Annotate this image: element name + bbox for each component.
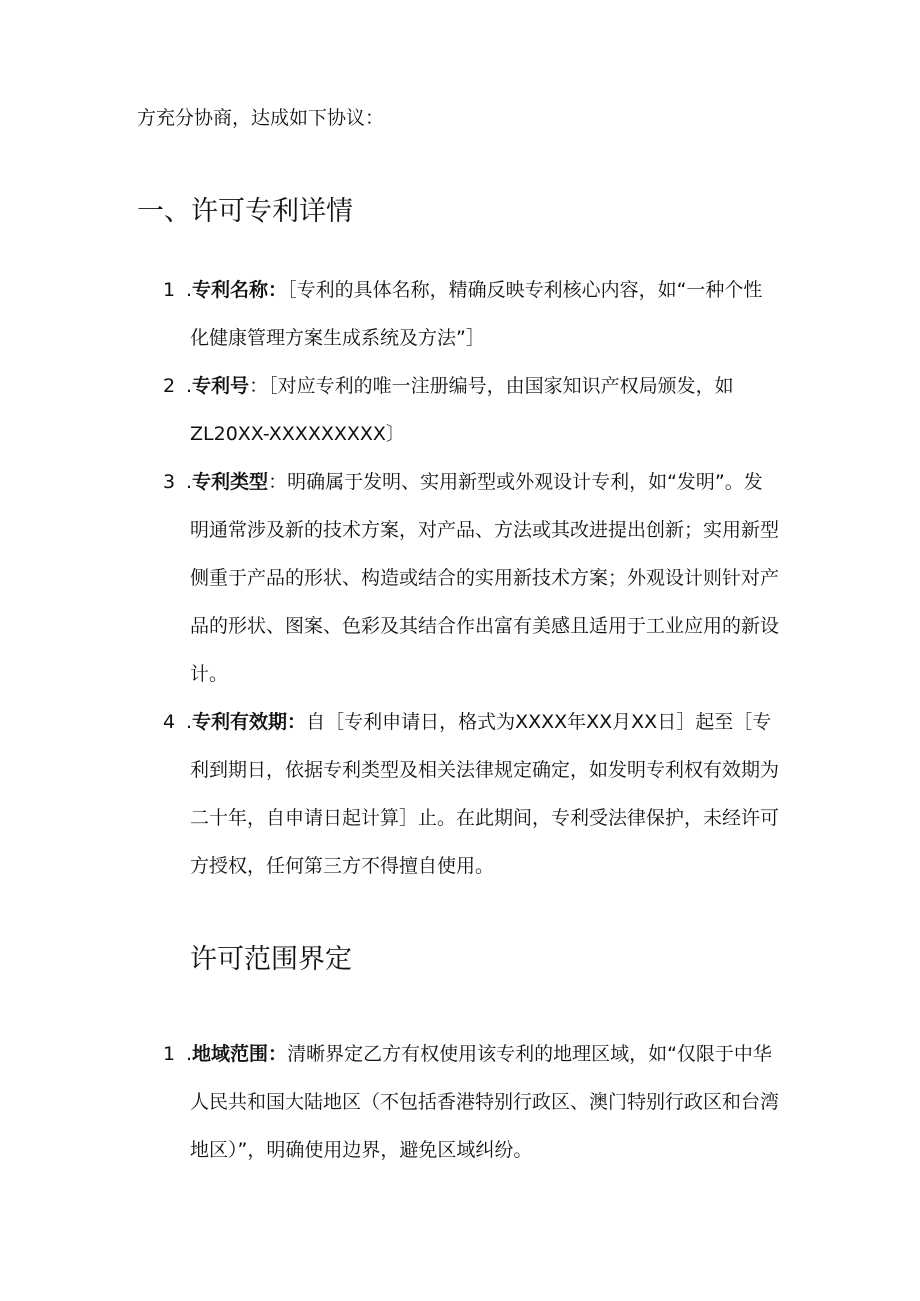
item-text: .专利号：［对应专利的唯一注册编号，由国家知识产权局颁发，如ZL20XX-XXXXXXXXX〕 (186, 375, 734, 445)
item-body: ［专利的具体名称，精确反映专利核心内容，如“一种个性化健康管理方案生成系统及方法”］ (190, 279, 763, 349)
section-heading-license-scope: 许可范围界定 (190, 944, 352, 975)
item-label: 地域范围： (192, 1043, 288, 1065)
item-body: ：明确属于发明、实用新型或外观设计专利，如“发明”。发明通常涉及新的技术方案，对产品、方法或其改进提出创新；实用新型侧重于产品的形状、构造或结合的实用新技术方案；外观设计则针对产品的形状、图案、色彩及其结合作出富有美感且适用于工业应用的新设计。 (190, 471, 780, 685)
item-number: 1 (163, 279, 176, 301)
item-text: .地域范围：清晰界定乙方有权使用该专利的地理区域，如“仅限于中华人民共和国大陆地区（不包括香港特别行政区、澳门特别行政区和台湾地区）”，明确使用边界，避免区域纠纷。 (186, 1043, 780, 1161)
item-number: 2 (163, 375, 176, 397)
item-label: 专利类型 (192, 471, 269, 493)
section-heading-patent-details: 一、许可专利详情 (137, 196, 353, 227)
item-text: .专利名称：［专利的具体名称，精确反映专利核心内容，如“一种个性化健康管理方案生成系统及方法”］ (186, 279, 763, 349)
item-number: 4 (163, 711, 176, 733)
item-number: 3 (163, 471, 176, 493)
item-body: 清晰界定乙方有权使用该专利的地理区域，如“仅限于中华人民共和国大陆地区（不包括香港特别行政区、澳门特别行政区和台湾地区）”，明确使用边界，避免区域纠纷。 (190, 1043, 780, 1161)
intro-text: 方充分协商，达成如下协议： (137, 107, 385, 129)
item-label: 专利号 (192, 375, 250, 397)
item-text: .专利类型：明确属于发明、实用新型或外观设计专利，如“发明”。发明通常涉及新的技术方案，对产品、方法或其改进提出创新；实用新型侧重于产品的形状、构造或结合的实用新技术方案；外观设计则针对产品的形状、图案、色彩及其结合作出富有美感且适用于工业应用的新设计。 (186, 471, 780, 685)
item-label: 专利有效期： (192, 711, 307, 733)
item-number: 1 (163, 1043, 176, 1065)
item-label: 专利名称： (192, 279, 288, 301)
item-body: ：［对应专利的唯一注册编号，由国家知识产权局颁发，如ZL20XX-XXXXXXXXX〕 (190, 375, 734, 445)
item-text: .专利有效期：自［专利申请日，格式为XXXX年XX月XX日］起至［专利到期日，依据专利类型及相关法律规定确定，如发明专利权有效期为二十年，自申请日起计算］止。在此期间，专利受法律保护，未经许可方授权，任何第三方不得擅自使用。 (186, 711, 780, 877)
item-body: 自［专利申请日，格式为XXXX年XX月XX日］起至［专利到期日，依据专利类型及相关法律规定确定，如发明专利权有效期为二十年，自申请日起计算］止。在此期间，专利受法律保护，未经许可方授权，任何第三方不得擅自使用。 (190, 711, 780, 877)
